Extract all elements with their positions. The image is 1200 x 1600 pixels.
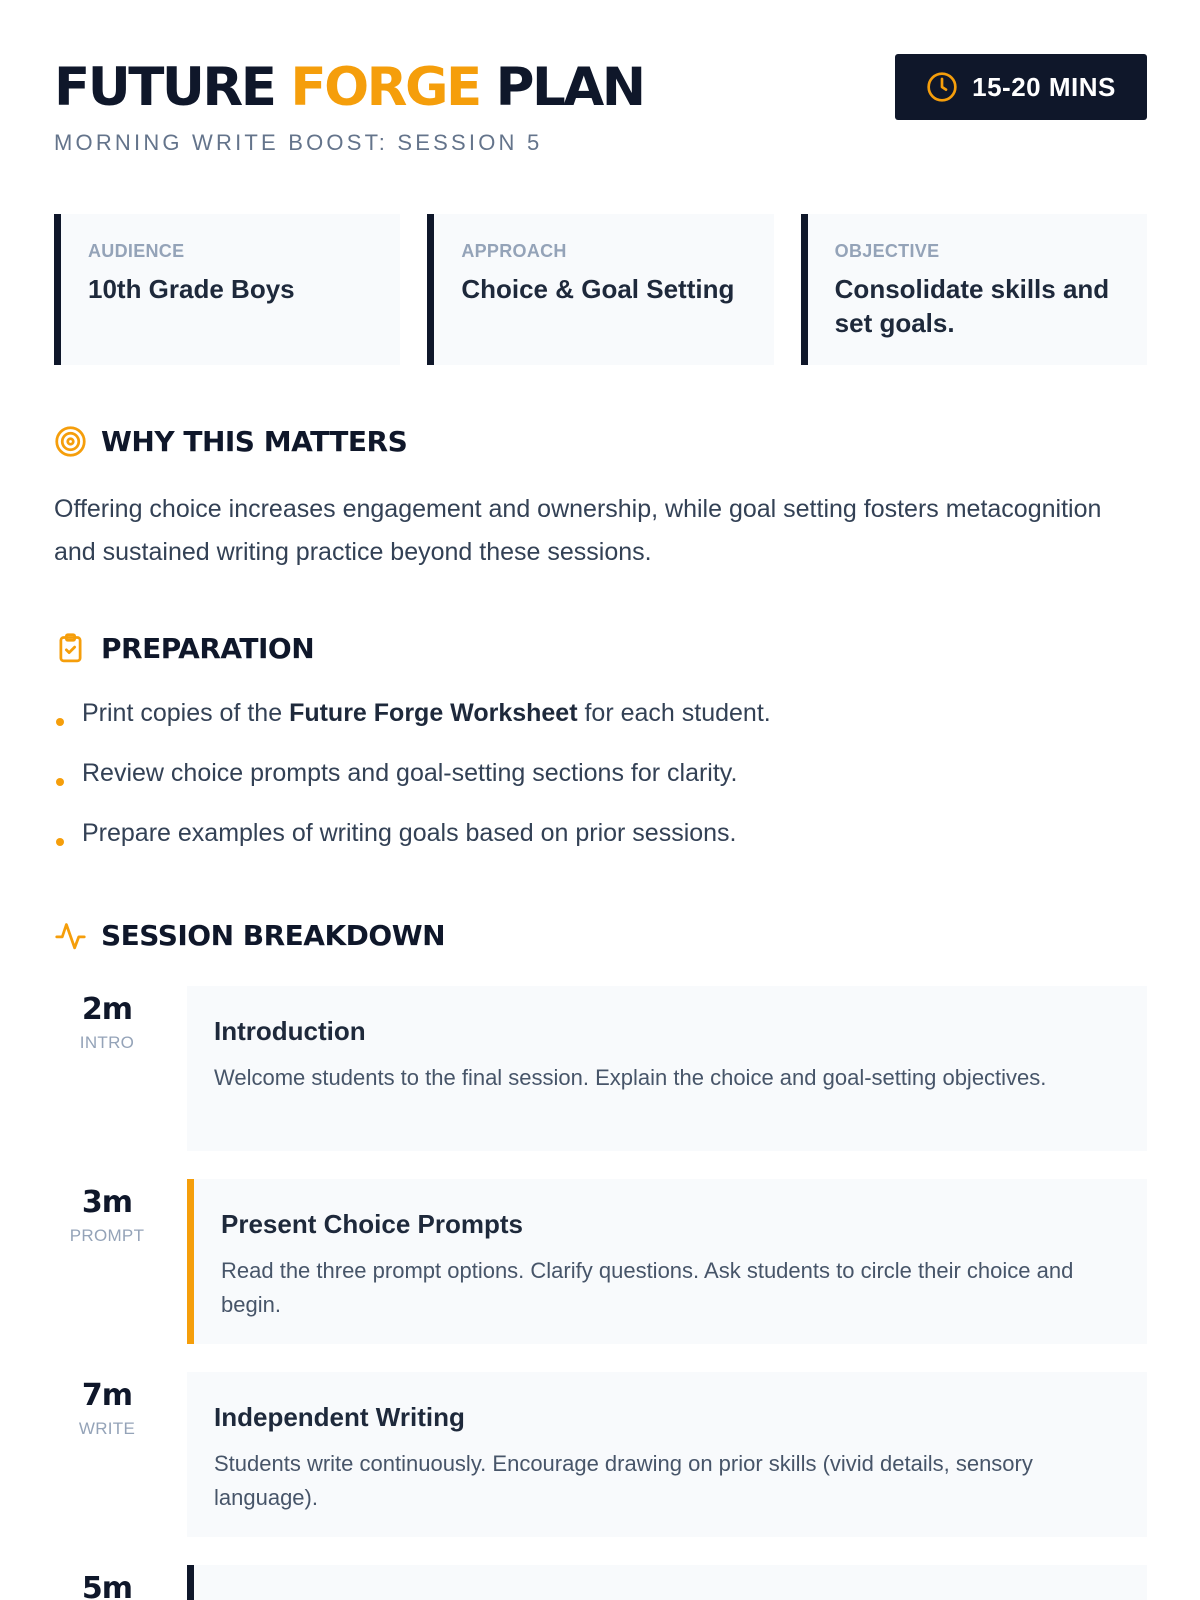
step-card bbox=[187, 1565, 1147, 1600]
card-approach bbox=[427, 214, 773, 365]
duration-badge bbox=[895, 54, 1147, 120]
item-text: for each student. bbox=[577, 699, 771, 727]
step-description: Read the three prompt options. Clarify questions. Ask students to circle their choice and begin. bbox=[221, 1258, 1074, 1317]
list-item bbox=[54, 753, 1147, 813]
step-description: Students write continuously. Encourage drawing on prior skills (vivid details, sensory language). bbox=[214, 1451, 1033, 1510]
step-minutes: 3m bbox=[81, 1185, 133, 1220]
card-label: APPROACH bbox=[461, 241, 567, 261]
timeline-step bbox=[54, 1372, 1147, 1537]
card-value: 10th Grade Boys bbox=[88, 274, 295, 304]
item-text: Review choice prompts and goal-setting sections for clarity. bbox=[82, 759, 738, 787]
page-title bbox=[54, 56, 644, 120]
item-text: Print copies of the bbox=[82, 699, 290, 727]
step-title: Introduction bbox=[214, 1016, 366, 1046]
step-description: Welcome students to the final session. Explain the choice and goal-setting objectives. bbox=[214, 1065, 1047, 1090]
duration-text: 15-20 MINS bbox=[972, 71, 1116, 102]
step-tag: PROMPT bbox=[69, 1226, 145, 1245]
timeline-step bbox=[54, 1179, 1147, 1344]
step-time bbox=[54, 1571, 160, 1600]
section-preparation bbox=[54, 632, 314, 665]
step-minutes: 7m bbox=[81, 1378, 133, 1413]
step-card bbox=[187, 986, 1147, 1151]
clipboard-check-icon bbox=[54, 632, 87, 665]
step-title: Independent Writing bbox=[214, 1402, 465, 1432]
page-subtitle: MORNING WRITE BOOST: SESSION 5 bbox=[54, 130, 543, 155]
step-tag: WRITE bbox=[78, 1419, 136, 1438]
timeline-step bbox=[54, 986, 1147, 1151]
list-item bbox=[54, 693, 1147, 753]
activity-icon bbox=[54, 919, 87, 952]
section-breakdown bbox=[54, 919, 445, 952]
card-label: AUDIENCE bbox=[88, 241, 185, 261]
timeline-step bbox=[54, 1565, 1147, 1600]
step-time bbox=[54, 992, 160, 1053]
preparation-list bbox=[54, 693, 1147, 873]
item-bold-text: Future Forge Worksheet bbox=[289, 699, 578, 727]
card-audience bbox=[54, 214, 400, 365]
title-part-1: FUTURE bbox=[54, 57, 291, 118]
card-label: OBJECTIVE bbox=[834, 241, 940, 261]
title-part-2: PLAN bbox=[479, 57, 644, 118]
step-tag: INTRO bbox=[79, 1033, 135, 1052]
lesson-plan-page bbox=[54, 0, 1147, 1600]
bullet-icon bbox=[56, 838, 64, 846]
header bbox=[54, 0, 1147, 190]
why-paragraph: Offering choice increases engagement and ownership, while goal setting fosters metacognition and sustained writing practice beyond these sessions. bbox=[54, 495, 1102, 566]
clock-icon bbox=[926, 71, 958, 103]
bullet-icon bbox=[56, 718, 64, 726]
step-minutes: 2m bbox=[81, 992, 133, 1027]
step-card bbox=[187, 1372, 1147, 1537]
target-icon bbox=[54, 425, 87, 458]
list-item bbox=[54, 813, 1147, 873]
step-minutes: 5m bbox=[81, 1571, 133, 1600]
info-cards bbox=[54, 214, 1147, 365]
card-objective bbox=[801, 214, 1147, 365]
card-value: Choice & Goal Setting bbox=[461, 274, 735, 304]
section-title: PREPARATION bbox=[101, 632, 315, 665]
step-title: Present Choice Prompts bbox=[221, 1209, 523, 1239]
title-accent: FORGE bbox=[290, 57, 480, 118]
section-title: SESSION BREAKDOWN bbox=[101, 919, 446, 952]
section-why bbox=[54, 425, 407, 458]
step-card-highlighted bbox=[187, 1179, 1147, 1344]
item-text: Prepare examples of writing goals based on prior sessions. bbox=[82, 819, 737, 847]
card-value: Consolidate skills and set goals. bbox=[834, 274, 1110, 338]
step-time bbox=[54, 1185, 160, 1246]
bullet-icon bbox=[56, 778, 64, 786]
step-time bbox=[54, 1378, 160, 1439]
section-title: WHY THIS MATTERS bbox=[101, 425, 408, 458]
